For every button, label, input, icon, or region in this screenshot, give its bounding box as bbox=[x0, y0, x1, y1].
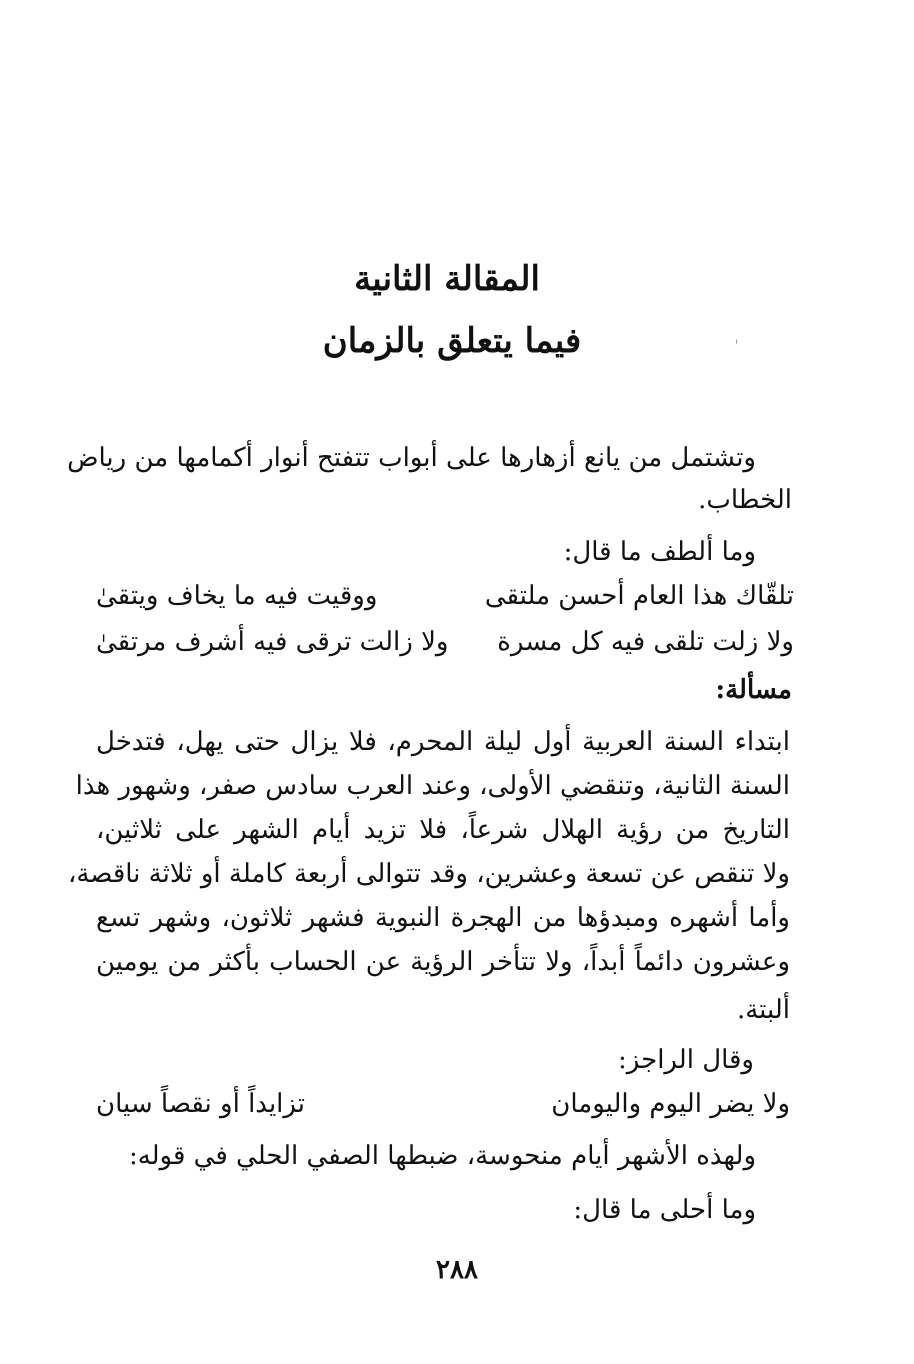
masala-line-3: التاريخ من رؤية الهلال شرعاً، فلا تزيد أيام الشهر على ثلاثين، bbox=[96, 815, 790, 845]
masala-heading: مسألة: bbox=[715, 675, 792, 705]
quote-intro-2: وقال الراجز: bbox=[618, 1045, 754, 1075]
intro-line-1: وتشتمل من يانع أزهارها على أبواب تتفتح أنوار أكمامها من رياض bbox=[67, 443, 756, 473]
poem-1-line-2-right: ولا زلت تلقى فيه كل مسرة bbox=[497, 627, 794, 657]
quote-intro-1: وما ألطف ما قال: bbox=[563, 537, 756, 567]
quote-intro-3: وما أحلى ما قال: bbox=[573, 1195, 756, 1225]
page-number: ٢٨٨ bbox=[436, 1255, 478, 1285]
poem-2-left: تزايداً أو نقصاً سيان bbox=[96, 1089, 305, 1119]
chapter-title: المقالة الثانية bbox=[354, 259, 540, 299]
intro-line-2: الخطاب. bbox=[698, 485, 792, 515]
masala-line-6: وعشرون دائماً أبداً، ولا تتأخر الرؤية عن الحساب بأكثر من يومين bbox=[96, 947, 790, 977]
masala-line-4: ولا تنقص عن تسعة وعشرين، وقد تتوالى أربعة كاملة أو ثلاثة ناقصة، bbox=[67, 859, 790, 889]
poem-1-line-2-left: ولا زالت ترقى فيه أشرف مرتقىٰ bbox=[96, 627, 449, 657]
masala-line-5: وأما أشهره ومبدؤها من الهجرة النبوية فشهر ثلاثون، وشهر تسع bbox=[96, 903, 790, 933]
masala-line-1: ابتداء السنة العربية أول ليلة المحرم، فلا يزال حتى يهل، فتدخل bbox=[96, 727, 790, 757]
chapter-subtitle: فيما يتعلق بالزمان bbox=[322, 321, 582, 361]
poem-1-line-1-right: تلقّاك هذا العام أحسن ملتقى bbox=[484, 581, 794, 611]
masala-line-7: ألبتة. bbox=[736, 995, 790, 1025]
masala-line-2: السنة الثانية، وتنقضي الأولى، وعند العرب سادس صفر، وشهور هذا bbox=[75, 771, 790, 801]
poem-1-line-1-left: ووقيت فيه ما يخاف ويتقىٰ bbox=[96, 581, 378, 611]
poem-2-right: ولا يضر اليوم واليومان bbox=[551, 1089, 790, 1119]
after-poem-line: ولهذه الأشهر أيام منحوسة، ضبطها الصفي الحلي في قوله: bbox=[128, 1141, 756, 1171]
